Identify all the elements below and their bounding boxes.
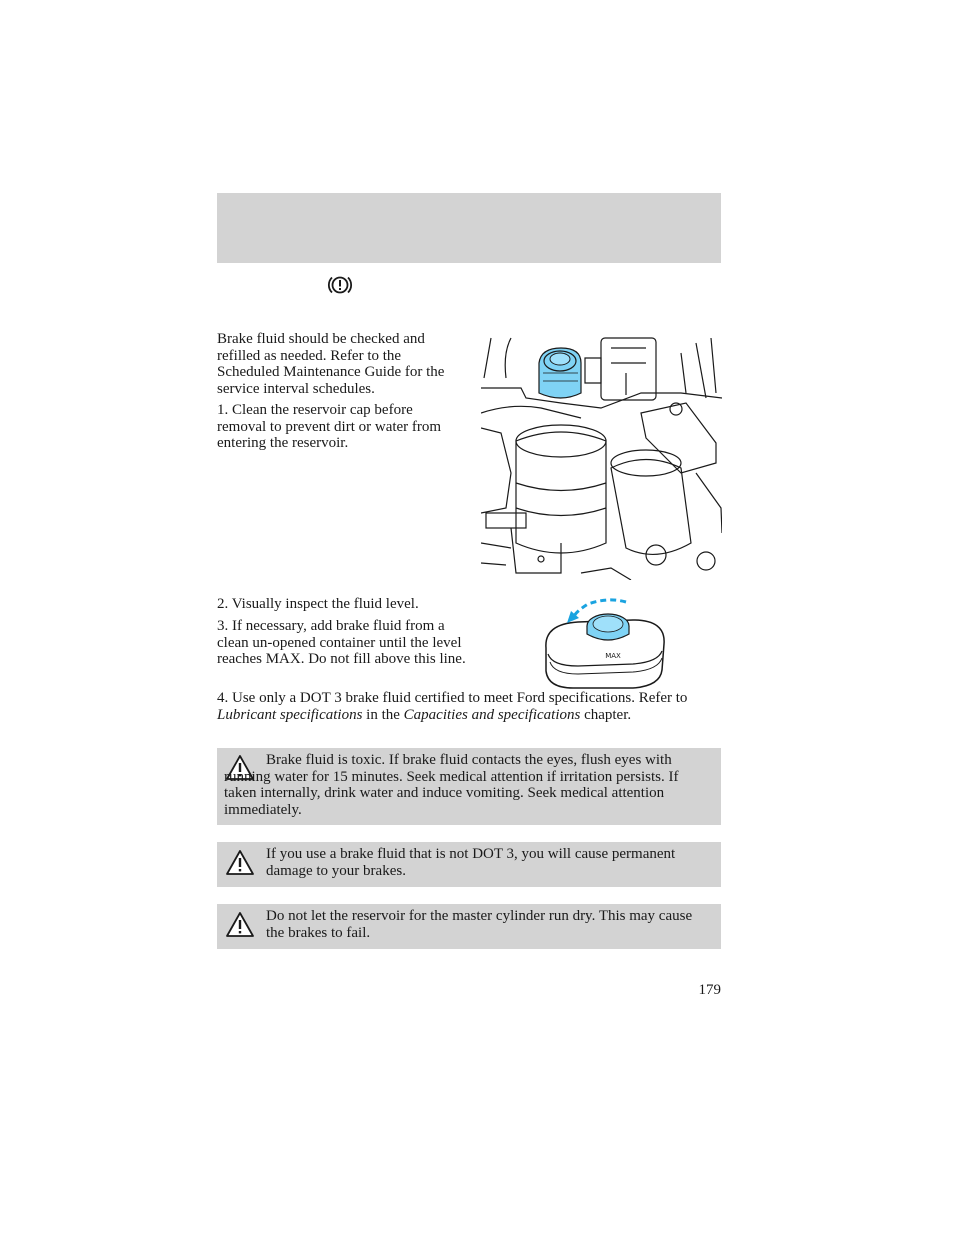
step-4-part-a: 4. Use only a DOT 3 brake fluid certified to meet Ford specifications. Refer to	[217, 690, 688, 706]
warning-triangle-icon	[225, 849, 255, 876]
warning-triangle-icon	[225, 911, 255, 938]
step-4-part-b: in the	[362, 706, 404, 723]
step-4-part-c: chapter.	[580, 706, 632, 723]
max-label: MAX	[605, 652, 621, 660]
warning-text: If you use a brake fluid that is not DOT 3, you will cause permanent damage to your brakes.	[266, 846, 676, 879]
reservoir-max-illustration	[538, 596, 670, 691]
warning-text: Do not let the reservoir for the master cylinder run dry. This may cause the brakes to fail.	[266, 908, 693, 941]
header-band	[217, 193, 721, 263]
warning-text: Brake fluid is toxic. If brake fluid contacts the eyes, flush eyes with running water for 15 minutes. Seek medical attention if irritation persists. If taken internally, drink water and induce vomiting. Seek medical attention immediately.	[224, 752, 679, 818]
capacities-specs-ref: Capacities and specifications	[403, 706, 581, 723]
brake-warning-icon	[327, 274, 353, 296]
warning-box-run-dry	[217, 904, 721, 949]
step-4	[217, 690, 722, 723]
page-number: 179	[698, 982, 721, 998]
intro-paragraph: Brake fluid should be checked and refilled as needed. Refer to the Scheduled Maintenance Guide for the service interval schedules.	[217, 331, 445, 397]
lubricant-specs-ref: Lubricant specifications	[217, 706, 363, 723]
warning-box-toxic	[217, 748, 721, 825]
step-3: 3. If necessary, add brake fluid from a clean un-opened container until the level reaches MAX. Do not fill above this line.	[217, 618, 466, 667]
step-1: 1. Clean the reservoir cap before removal to prevent dirt or water from entering the reservoir.	[217, 402, 442, 451]
step-2: 2. Visually inspect the fluid level.	[217, 596, 419, 612]
warning-box-dot3	[217, 842, 721, 887]
engine-bay-illustration	[481, 333, 722, 580]
